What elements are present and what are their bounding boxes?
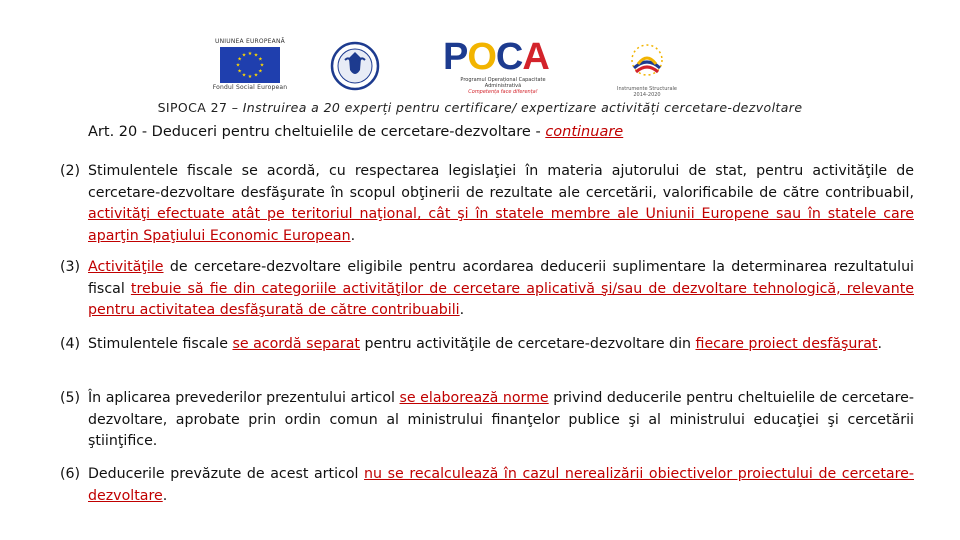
anniversary-logo (612, 38, 682, 98)
project-header-prefix: SIPOCA 27 – (157, 100, 243, 115)
paragraph-text (88, 161, 914, 247)
article-title-continuation: continuare (545, 124, 624, 140)
anniversary-emblem-icon (612, 38, 682, 82)
svg-text:★: ★ (237, 68, 242, 75)
svg-text:★: ★ (247, 74, 253, 80)
paragraph-text (88, 464, 914, 507)
paragraph-segment: În aplicarea prevederilor prezentului articol (88, 390, 400, 406)
paragraph-segment: Stimulentele fiscale se acordă, cu respectarea legislaţiei în materia ajutorului de stat, pentru activităţile de cercetare-dezvoltare desfăşurate în scopul obţinerii de rezultate ale cercetării, valorificabile de către contribuabil, (88, 163, 914, 201)
poca-subtitle: Programul Operațional Capacitate Administrativă (460, 77, 546, 89)
paragraph-2 (60, 161, 914, 247)
svg-text:★: ★ (247, 51, 253, 57)
paragraph-number: (4) (60, 336, 81, 352)
paragraph-text (88, 257, 914, 322)
paragraph-highlight: se elaborează norme (399, 390, 549, 406)
svg-text:★: ★ (258, 56, 263, 63)
paragraph-segment: Deducerile prevăzute de acest articol (88, 466, 365, 482)
anniversary-caption: Instrumente Structurale 2014-2020 (617, 86, 677, 98)
paragraph-number: (3) (60, 259, 81, 275)
svg-text:★: ★ (253, 72, 259, 79)
eu-logo (205, 38, 295, 96)
svg-text:★: ★ (241, 72, 247, 79)
paragraph-segment: de cercetare-dezvoltare eligibile pentru acordarea deducerii suplimentare la determinarea rezultatului fiscal (88, 259, 914, 297)
article-title-main: Art. 20 - Deduceri pentru cheltuielile de cercetare-dezvoltare - (88, 124, 546, 140)
svg-text:★: ★ (237, 56, 242, 63)
article-title (88, 124, 623, 140)
eu-flag-icon (220, 47, 280, 83)
paragraph-6 (60, 464, 914, 507)
paragraph-highlight: Activităţile (88, 259, 164, 275)
paragraph-text (88, 388, 914, 453)
paragraph-highlight: se acordă separat (232, 336, 360, 352)
paragraph-number: (6) (60, 466, 81, 482)
paragraph-segment: . (162, 487, 168, 504)
paragraph-segment: pentru activităţile de cercetare-dezvoltare din (359, 336, 696, 352)
paragraph-highlight: activităţi efectuate atât pe teritoriul naţional, cât şi în statele membre ale Uniunii Europene sau în statele care aparţin Spaţiului Economic European (88, 206, 914, 244)
romanian-government-crest-icon (330, 40, 380, 92)
paragraph-highlight: fiecare proiect desfăşurat (695, 336, 878, 352)
svg-text:★: ★ (259, 62, 265, 69)
poca-tagline: Competența face diferența! (468, 89, 538, 95)
paragraph-5 (60, 388, 914, 453)
paragraph-text (88, 334, 914, 356)
eu-caption-top: UNIUNEA EUROPEANĂ (215, 38, 285, 45)
paragraph-4 (60, 334, 914, 356)
svg-text:★: ★ (241, 52, 247, 59)
paragraph-highlight: trebuie să fie din categoriile activităţilor de cercetare aplicativă şi/sau de dezvoltare tehnologică, relevante pentru activitatea desfăşurată de către contribuabili (88, 280, 914, 319)
project-header (0, 100, 960, 115)
paragraph-3 (60, 257, 914, 322)
svg-text:★: ★ (258, 68, 263, 75)
project-header-italic: Instruirea a 20 experți pentru certificare/ expertizare activități cercetare-dezvoltare (242, 100, 803, 115)
poca-wordmark: POCA (443, 36, 549, 78)
paragraph-segment: . (877, 336, 882, 352)
eu-caption-bottom: Fondul Social European (212, 84, 288, 91)
svg-text:★: ★ (253, 52, 259, 59)
paragraph-number: (5) (60, 390, 81, 406)
paragraph-segment: privind deducerile pentru cheltuielile de cercetare-dezvoltare, aprobate prin ordin comun al ministrului finanţelor publice şi al ministrului educaţiei şi cercetării ştiinţifice. (88, 390, 914, 450)
paragraph-highlight: nu se recalculează în cazul nerealizării obiectivelor proiectului de cercetare-dezvoltare (88, 466, 914, 504)
svg-text:★: ★ (235, 62, 241, 69)
paragraph-segment: . (459, 302, 465, 319)
paragraph-segment: . (350, 227, 356, 244)
paragraph-segment: Stimulentele fiscale (88, 336, 233, 352)
paragraph-number: (2) (60, 163, 81, 179)
poca-logo (443, 38, 563, 96)
logo-bar (0, 30, 960, 98)
